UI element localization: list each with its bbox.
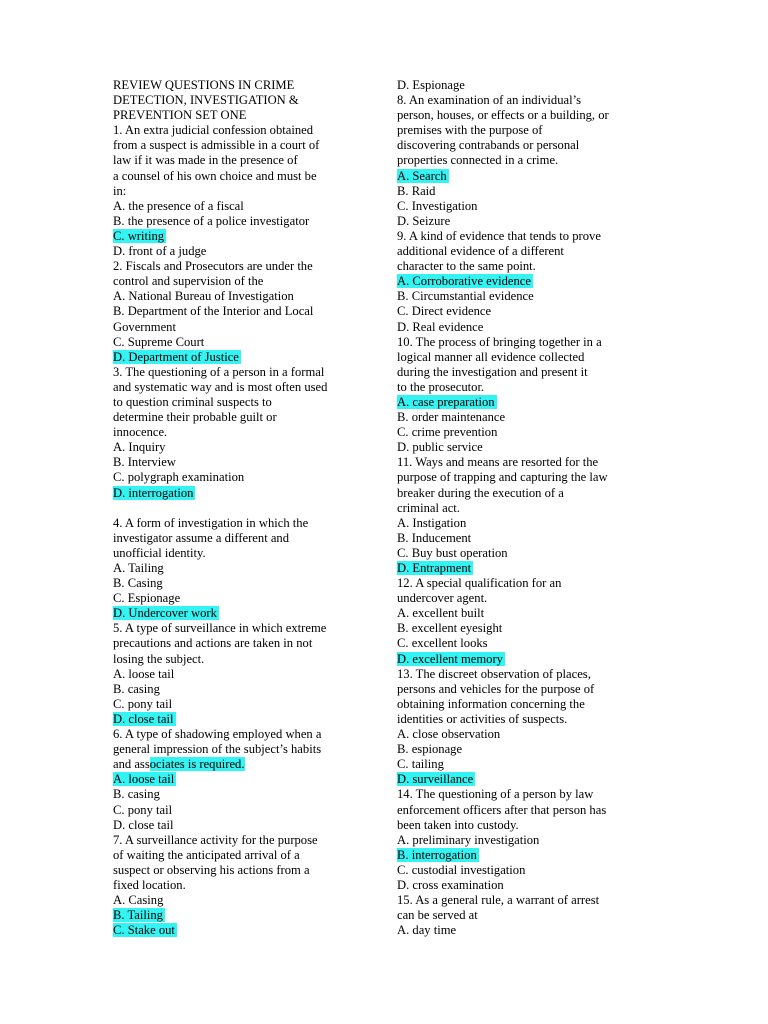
line-text: a counsel of his own choice and must be <box>113 168 317 183</box>
line-text: obtaining information concerning the <box>397 696 585 711</box>
text-line <box>113 848 375 863</box>
text-line <box>113 908 375 923</box>
text-line <box>397 576 667 591</box>
line-text: A. National Bureau of Investigation <box>113 289 294 304</box>
blank-line <box>113 501 375 516</box>
text-line <box>113 259 375 274</box>
text-line <box>113 470 375 485</box>
line-text: D. Seizure <box>397 213 451 228</box>
text-line <box>113 893 375 908</box>
text-line <box>113 833 375 848</box>
line-text: B. Interview <box>113 455 176 470</box>
text-line <box>113 923 375 938</box>
text-line <box>113 138 375 153</box>
text-line <box>397 138 667 153</box>
text-line <box>113 621 375 636</box>
text-line <box>113 410 375 425</box>
highlighted-answer: A. loose tail <box>113 772 175 787</box>
line-text: law if it was made in the presence of <box>113 153 298 168</box>
line-text: undercover agent. <box>397 591 488 606</box>
line-text: B. Inducement <box>397 530 472 545</box>
text-line <box>113 712 375 727</box>
text-line <box>397 803 667 818</box>
text-line <box>113 652 375 667</box>
text-line <box>397 93 667 108</box>
line-text: C. pony tail <box>113 802 173 817</box>
text-line <box>397 516 667 531</box>
line-text: purpose of trapping and capturing the law <box>397 470 608 485</box>
line-text: 6. A type of shadowing employed when a <box>113 727 322 742</box>
text-line <box>397 169 667 184</box>
line-text: properties connected in a crime. <box>397 153 559 168</box>
text-line <box>113 772 375 787</box>
line-text: PREVENTION SET ONE <box>113 108 247 123</box>
text-line <box>397 350 667 365</box>
text-line <box>113 425 375 440</box>
line-text: A. Instigation <box>397 515 467 530</box>
text-line <box>397 697 667 712</box>
text-line <box>113 576 375 591</box>
line-text: during the investigation and present it <box>397 364 588 379</box>
text-line <box>113 742 375 757</box>
text-line <box>397 455 667 470</box>
text-line <box>113 365 375 380</box>
line-text: enforcement officers after that person has <box>397 802 607 817</box>
text-line <box>397 274 667 289</box>
text-line <box>397 531 667 546</box>
line-text: determine their probable guilt or <box>113 410 277 425</box>
text-line <box>113 123 375 138</box>
line-text: discovering contrabands or personal <box>397 138 580 153</box>
text-line <box>113 214 375 229</box>
text-line <box>397 153 667 168</box>
text-line <box>113 440 375 455</box>
text-line <box>113 108 375 123</box>
line-text: REVIEW QUESTIONS IN CRIME <box>113 78 295 92</box>
text-line <box>397 123 667 138</box>
line-text: A. preliminary investigation <box>397 832 540 847</box>
line-text: been taken into custody. <box>397 817 519 832</box>
line-text: and systematic way and is most often used <box>113 379 328 394</box>
text-line <box>113 320 375 335</box>
line-text: 4. A form of investigation in which the <box>113 515 309 530</box>
text-line <box>113 863 375 878</box>
highlighted-answer: B. interrogation <box>397 847 477 862</box>
line-text: D. close tail <box>113 817 174 832</box>
text-line <box>397 486 667 501</box>
line-text: losing the subject. <box>113 651 205 666</box>
line-text: 12. A special qualification for an <box>397 576 562 591</box>
text-line <box>113 244 375 259</box>
text-line <box>397 923 667 938</box>
text-line <box>113 803 375 818</box>
line-text: to question criminal suspects to <box>113 394 272 409</box>
highlighted-answer: C. writing <box>113 228 165 243</box>
text-line <box>113 561 375 576</box>
text-line <box>397 712 667 727</box>
text-line <box>397 818 667 833</box>
line-text: B. excellent eyesight <box>397 621 503 636</box>
text-line <box>113 93 375 108</box>
highlighted-answer: D. close tail <box>113 711 174 726</box>
line-text: innocence. <box>113 425 168 440</box>
text-line <box>397 561 667 576</box>
text-line <box>397 878 667 893</box>
text-line <box>397 108 667 123</box>
line-text: D. Real evidence <box>397 319 484 334</box>
text-line <box>113 350 375 365</box>
text-line <box>397 848 667 863</box>
right-column <box>397 78 667 938</box>
text-line <box>397 591 667 606</box>
highlighted-answer: B. Tailing <box>113 908 163 923</box>
line-text: A. Casing <box>113 893 164 908</box>
text-line <box>113 486 375 501</box>
line-text: to the prosecutor. <box>397 379 485 394</box>
text-line <box>397 501 667 516</box>
text-line <box>113 229 375 244</box>
text-line <box>113 878 375 893</box>
line-text: logical manner all evidence collected <box>397 349 585 364</box>
line-text: D. Espionage <box>397 78 465 92</box>
text-line <box>397 380 667 395</box>
line-text: 9. A kind of evidence that tends to prove <box>397 228 601 243</box>
text-line <box>113 682 375 697</box>
line-text: A. excellent built <box>397 606 485 621</box>
line-text: character to the same point. <box>397 259 536 274</box>
text-line <box>397 335 667 350</box>
line-text: 5. A type of surveillance in which extreme <box>113 621 327 636</box>
text-line <box>113 380 375 395</box>
highlighted-answer: D. interrogation <box>113 485 194 500</box>
text-line <box>397 893 667 908</box>
line-text: C. Supreme Court <box>113 334 205 349</box>
line-text: 14. The questioning of a person by law <box>397 787 594 802</box>
line-text: A. loose tail <box>113 666 175 681</box>
text-line <box>397 772 667 787</box>
text-line <box>113 516 375 531</box>
line-text: C. pony tail <box>113 696 173 711</box>
text-line <box>397 410 667 425</box>
line-text: B. Circumstantial evidence <box>397 289 534 304</box>
line-text: D. cross examination <box>397 877 504 892</box>
line-text: C. Investigation <box>397 198 478 213</box>
line-text: A. Tailing <box>113 561 164 575</box>
line-text: additional evidence of a different <box>397 244 564 259</box>
text-line <box>397 470 667 485</box>
line-text: A. day time <box>397 923 457 938</box>
text-line <box>397 742 667 757</box>
text-line <box>397 787 667 802</box>
line-text: C. crime prevention <box>397 425 498 440</box>
text-line <box>397 727 667 742</box>
line-text: unofficial identity. <box>113 545 206 560</box>
line-text: persons and vehicles for the purpose of <box>397 681 595 696</box>
text-line <box>113 304 375 319</box>
line-text: 15. As a general rule, a warrant of arrest <box>397 893 600 908</box>
text-line <box>397 78 667 93</box>
line-text: suspect or observing his actions from a <box>113 862 310 877</box>
line-text: C. Direct evidence <box>397 304 492 319</box>
text-line <box>113 335 375 350</box>
line-text: premises with the purpose of <box>397 123 543 138</box>
text-line <box>113 546 375 561</box>
highlighted-answer: D. Entrapment <box>397 561 472 575</box>
line-text: criminal act. <box>397 500 460 515</box>
line-text: A. the presence of a fiscal <box>113 198 244 213</box>
text-line <box>397 652 667 667</box>
line-text: breaker during the execution of a <box>397 485 564 500</box>
text-line <box>113 667 375 682</box>
text-line <box>113 395 375 410</box>
text-line <box>397 908 667 923</box>
highlighted-answer: D. surveillance <box>397 772 474 787</box>
text-line <box>113 531 375 546</box>
text-line <box>113 78 375 93</box>
text-line <box>397 440 667 455</box>
line-text: A. close observation <box>397 727 501 742</box>
line-text: Government <box>113 319 176 334</box>
highlighted-answer: A. case preparation <box>397 394 495 409</box>
line-text: B. Casing <box>113 576 163 591</box>
highlighted-answer: C. Stake out <box>113 923 175 938</box>
line-text: from a suspect is admissible in a court of <box>113 138 320 153</box>
text-line <box>397 682 667 697</box>
text-line <box>397 320 667 335</box>
line-text: B. casing <box>113 681 160 696</box>
text-line <box>397 304 667 319</box>
text-line <box>397 833 667 848</box>
text-line <box>397 229 667 244</box>
text-line <box>113 697 375 712</box>
highlighted-answer: D. Department of Justice <box>113 349 239 364</box>
text-line <box>113 455 375 470</box>
line-text: 2. Fiscals and Prosecutors are under the <box>113 259 313 274</box>
text-line <box>113 199 375 214</box>
highlighted-answer: A. Search <box>397 168 447 183</box>
text-line <box>397 667 667 682</box>
text-line <box>113 274 375 289</box>
line-text: 8. An examination of an individual’s <box>397 93 581 108</box>
line-text: C. polygraph examination <box>113 470 245 485</box>
text-line <box>397 863 667 878</box>
line-text: 10. The process of bringing together in a <box>397 334 602 349</box>
text-line <box>397 214 667 229</box>
text-line <box>113 289 375 304</box>
text-line <box>397 365 667 380</box>
line-text: in: <box>113 183 127 198</box>
line-text: D. public service <box>397 440 483 455</box>
line-text: and ass <box>113 757 150 772</box>
line-text: general impression of the subject’s habits <box>113 742 322 757</box>
line-text: 1. An extra judicial confession obtained <box>113 123 314 138</box>
text-line <box>397 606 667 621</box>
text-line <box>113 153 375 168</box>
line-text: control and supervision of the <box>113 274 264 289</box>
line-text: 11. Ways and means are resorted for the <box>397 455 599 470</box>
line-text: person, houses, or effects or a building, or <box>397 108 609 123</box>
text-line <box>397 395 667 410</box>
line-text: B. Department of the Interior and Local <box>113 304 314 319</box>
line-text: B. casing <box>113 787 160 802</box>
text-line <box>397 636 667 651</box>
line-text: identities or activities of suspects. <box>397 711 568 726</box>
text-line <box>397 621 667 636</box>
text-line <box>113 636 375 651</box>
line-text: B. the presence of a police investigator <box>113 213 310 228</box>
text-line <box>397 199 667 214</box>
highlighted-answer: D. excellent memory <box>397 651 503 666</box>
line-text: C. custodial investigation <box>397 862 526 877</box>
text-line <box>397 289 667 304</box>
line-text: 3. The questioning of a person in a formal <box>113 364 325 379</box>
line-text: can be served at <box>397 908 478 923</box>
line-text: 7. A surveillance activity for the purpose <box>113 832 318 847</box>
text-line <box>397 184 667 199</box>
line-text: A. Inquiry <box>113 440 166 455</box>
text-line <box>113 591 375 606</box>
line-text: B. order maintenance <box>397 410 506 425</box>
line-text: investigator assume a different and <box>113 530 290 545</box>
line-text: precautions and actions are taken in not <box>113 636 313 651</box>
line-text: D. front of a judge <box>113 244 207 259</box>
line-text: C. excellent looks <box>397 636 488 651</box>
highlighted-answer: A. Corroborative evidence <box>397 274 531 289</box>
line-text: fixed location. <box>113 877 186 892</box>
text-line <box>113 787 375 802</box>
text-line <box>397 425 667 440</box>
text-line <box>113 606 375 621</box>
text-line <box>397 757 667 772</box>
highlighted-text: ociates is required. <box>149 757 245 772</box>
text-line <box>113 818 375 833</box>
text-line <box>397 546 667 561</box>
line-text: B. espionage <box>397 742 463 757</box>
line-text: C. Espionage <box>113 591 181 606</box>
text-line <box>113 727 375 742</box>
line-text: B. Raid <box>397 183 436 198</box>
line-text: 13. The discreet observation of places, <box>397 666 591 681</box>
line-text: of waiting the anticipated arrival of a <box>113 847 300 862</box>
line-text: DETECTION, INVESTIGATION & <box>113 93 299 108</box>
text-line <box>397 244 667 259</box>
left-column <box>113 78 375 938</box>
text-line <box>113 184 375 199</box>
text-line <box>113 757 375 772</box>
line-text: C. tailing <box>397 757 444 772</box>
text-line <box>397 259 667 274</box>
highlighted-answer: D. Undercover work <box>113 606 217 621</box>
text-line <box>113 169 375 184</box>
line-text: C. Buy bust operation <box>397 545 508 560</box>
